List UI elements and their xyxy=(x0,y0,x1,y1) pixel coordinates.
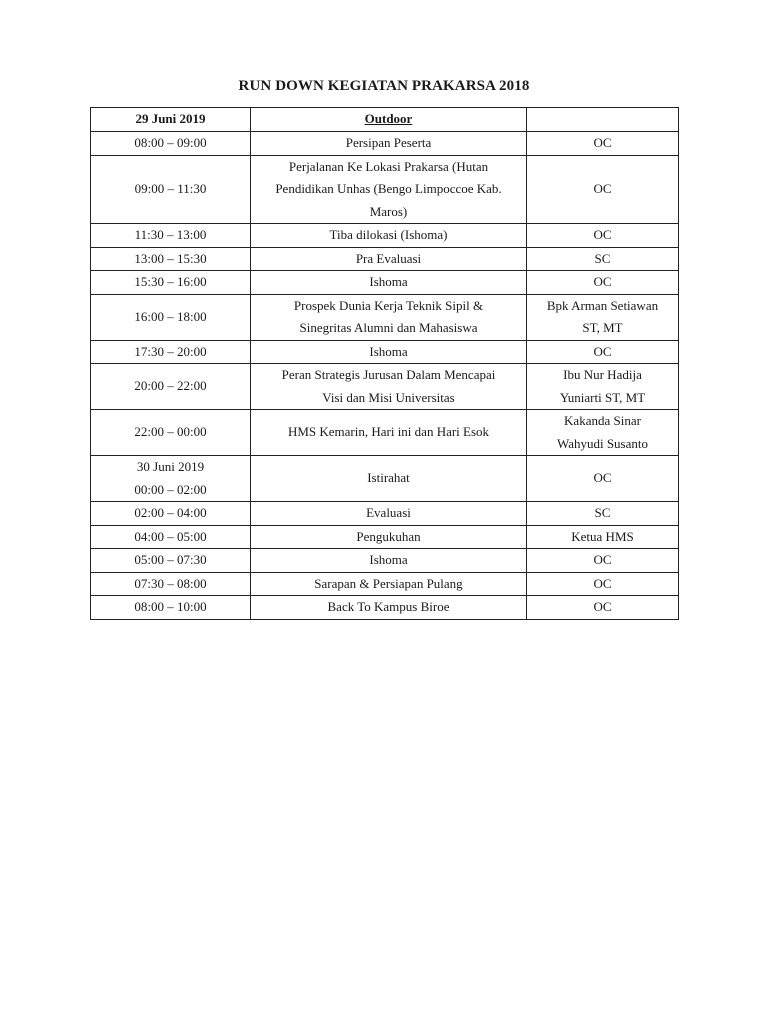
activity-cell xyxy=(251,502,527,526)
activity-cell xyxy=(251,549,527,573)
time-cell-line: 08:00 – 10:00 xyxy=(134,599,207,614)
activity-cell xyxy=(251,364,527,410)
pic-cell-line: OC xyxy=(593,343,612,359)
activity-cell-line: Ishoma xyxy=(369,274,408,289)
pic-cell xyxy=(527,549,679,573)
time-cell xyxy=(91,364,251,410)
table-row xyxy=(91,247,679,271)
page-title: RUN DOWN KEGIATAN PRAKARSA 2018 xyxy=(238,78,530,94)
pic-cell-line: Yuniarti ST, MT xyxy=(559,389,646,405)
activity-cell-line: Ishoma xyxy=(369,343,408,359)
table-row xyxy=(91,271,679,295)
pic-cell-line: OC xyxy=(593,135,612,150)
table-header-row xyxy=(91,108,679,132)
pic-cell-line: OC xyxy=(593,181,612,196)
pic-cell-line: ST, MT xyxy=(582,320,623,335)
pic-cell-line: Wahyudi Susanto xyxy=(556,435,649,451)
pic-cell xyxy=(527,525,679,549)
pic-cell xyxy=(527,572,679,596)
table-row xyxy=(91,502,679,526)
header-date: 29 Juni 2019 xyxy=(91,108,251,132)
activity-cell xyxy=(251,596,527,620)
pic-cell-line: OC xyxy=(593,599,612,614)
time-cell-line: 22:00 – 00:00 xyxy=(134,424,207,440)
pic-cell xyxy=(527,224,679,248)
table-row xyxy=(91,596,679,620)
header-section: Outdoor xyxy=(251,108,527,132)
activity-cell-line: Pengukuhan xyxy=(356,528,421,544)
time-cell-line: 17:30 – 20:00 xyxy=(134,343,207,359)
time-cell xyxy=(91,247,251,271)
time-cell-line: 00:00 – 02:00 xyxy=(134,481,207,497)
time-cell xyxy=(91,410,251,456)
table-row xyxy=(91,410,679,456)
time-cell-line: 30 Juni 2019 xyxy=(136,459,205,474)
time-cell-line: 20:00 – 22:00 xyxy=(134,378,207,394)
pic-cell-line: SC xyxy=(594,505,611,520)
activity-cell-line: Prospek Dunia Kerja Teknik Sipil & xyxy=(293,297,484,313)
table-row xyxy=(91,294,679,340)
activity-cell xyxy=(251,132,527,156)
activity-cell-line: Tiba dilokasi (Ishoma) xyxy=(329,227,448,242)
pic-cell-line: OC xyxy=(593,552,612,567)
table-row xyxy=(91,155,679,224)
time-cell-line: 08:00 – 09:00 xyxy=(134,135,207,150)
table-body xyxy=(91,132,679,620)
activity-cell xyxy=(251,271,527,295)
time-cell xyxy=(91,572,251,596)
pic-cell-line: Bpk Arman Setiawan xyxy=(546,297,659,313)
time-cell-line: 15:30 – 16:00 xyxy=(134,274,207,289)
pic-cell-line: SC xyxy=(594,250,611,266)
activity-cell-line: Pra Evaluasi xyxy=(355,250,422,266)
activity-cell xyxy=(251,340,527,364)
pic-cell xyxy=(527,364,679,410)
activity-cell-line: Perjalanan Ke Lokasi Prakarsa (Hutan xyxy=(288,158,489,174)
time-cell-line: 13:00 – 15:30 xyxy=(134,250,207,266)
time-cell-line: 11:30 – 13:00 xyxy=(134,227,207,242)
pic-cell xyxy=(527,502,679,526)
pic-cell xyxy=(527,132,679,156)
pic-cell-line: Ibu Nur Hadija xyxy=(563,367,642,382)
activity-cell xyxy=(251,224,527,248)
rundown-table xyxy=(90,107,679,620)
time-cell xyxy=(91,340,251,364)
time-cell xyxy=(91,525,251,549)
activity-cell-line: Pendidikan Unhas (Bengo Limpoccoe Kab. xyxy=(275,181,502,196)
time-cell-line: 16:00 – 18:00 xyxy=(134,308,207,324)
activity-cell-line: Sinegritas Alumni dan Mahasiswa xyxy=(299,320,478,335)
activity-cell-line: HMS Kemarin, Hari ini dan Hari Esok xyxy=(287,424,490,440)
activity-cell xyxy=(251,525,527,549)
activity-cell xyxy=(251,456,527,502)
table-row xyxy=(91,572,679,596)
header-pic xyxy=(527,108,679,132)
time-cell xyxy=(91,294,251,340)
activity-cell-line: Maros) xyxy=(369,203,408,219)
table-row xyxy=(91,132,679,156)
activity-cell-line: Sarapan & Persiapan Pulang xyxy=(314,575,463,591)
activity-cell-line: Visi dan Misi Universitas xyxy=(322,389,455,405)
table-row xyxy=(91,456,679,502)
activity-cell-line: Evaluasi xyxy=(366,505,411,520)
activity-cell xyxy=(251,294,527,340)
table-row xyxy=(91,549,679,573)
pic-cell xyxy=(527,271,679,295)
table-row xyxy=(91,525,679,549)
pic-cell xyxy=(527,456,679,502)
time-cell xyxy=(91,224,251,248)
time-cell-line: 09:00 – 11:30 xyxy=(134,181,207,196)
activity-cell-line: Peran Strategis Jurusan Dalam Mencapai xyxy=(281,367,496,382)
table-row xyxy=(91,364,679,410)
activity-cell xyxy=(251,410,527,456)
activity-cell xyxy=(251,247,527,271)
pic-cell-line: OC xyxy=(593,274,612,289)
pic-cell-line: OC xyxy=(593,470,612,486)
activity-cell-line: Ishoma xyxy=(369,552,408,567)
pic-cell-line: Kakanda Sinar xyxy=(564,413,641,428)
time-cell-line: 07:30 – 08:00 xyxy=(134,575,207,591)
activity-cell-line: Persipan Peserta xyxy=(345,135,432,150)
time-cell xyxy=(91,271,251,295)
pic-cell-line: OC xyxy=(593,227,612,242)
time-cell xyxy=(91,456,251,502)
activity-cell xyxy=(251,155,527,224)
pic-cell xyxy=(527,340,679,364)
table-row xyxy=(91,340,679,364)
time-cell xyxy=(91,596,251,620)
activity-cell-line: Istirahat xyxy=(367,470,410,486)
activity-cell-line: Back To Kampus Biroe xyxy=(327,599,450,614)
time-cell-line: 05:00 – 07:30 xyxy=(134,552,207,567)
pic-cell xyxy=(527,596,679,620)
time-cell xyxy=(91,155,251,224)
time-cell-line: 02:00 – 04:00 xyxy=(134,505,207,520)
time-cell-line: 04:00 – 05:00 xyxy=(134,528,207,544)
time-cell xyxy=(91,132,251,156)
pic-cell-line: OC xyxy=(593,575,612,591)
pic-cell-line: Ketua HMS xyxy=(571,528,634,544)
time-cell xyxy=(91,549,251,573)
pic-cell xyxy=(527,410,679,456)
pic-cell xyxy=(527,294,679,340)
activity-cell xyxy=(251,572,527,596)
table-row xyxy=(91,224,679,248)
pic-cell xyxy=(527,155,679,224)
time-cell xyxy=(91,502,251,526)
pic-cell xyxy=(527,247,679,271)
